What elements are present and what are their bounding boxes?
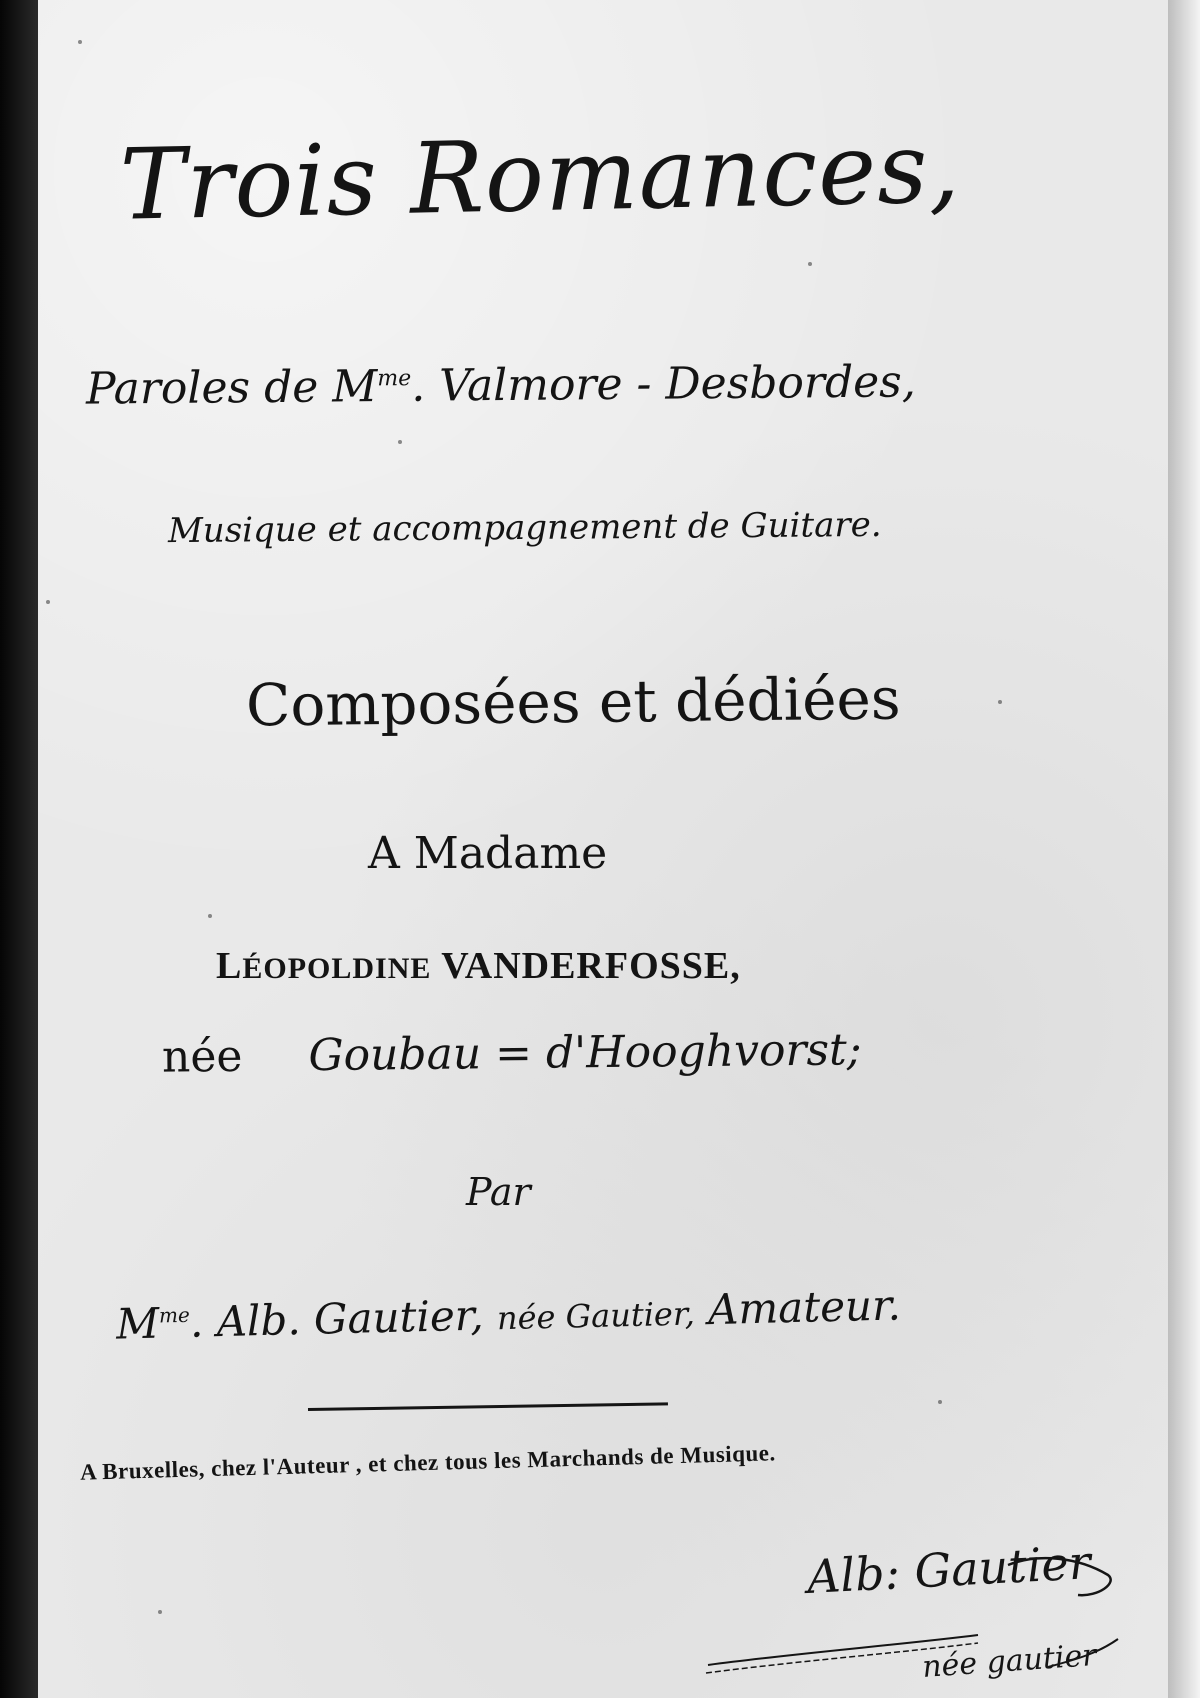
dedicatee-maiden: Goubau = d'Hooghvorst; [308,1024,862,1082]
page-shadow-left [0,0,38,1698]
handwritten-signature [678,1535,1168,1695]
author-role: Amateur. [707,1280,902,1335]
signature-drawing [678,1535,1168,1695]
lyrics-credit [86,356,916,414]
speck [158,1610,162,1614]
work-title: Trois Romances, [118,111,962,243]
composed-dedicated-line: Composées et dédiées [245,664,901,740]
dedicatee-first-initial: L [216,945,243,987]
music-credit: Musique et accompagnement de Guitare. [167,504,882,552]
imprint-line: A Bruxelles, chez l'Auteur , et chez tous les Marchands de Musique. [79,1440,776,1485]
speck [208,914,212,918]
dedicatee-first-rest: ÉOPOLDINE [242,952,432,985]
title-page [38,0,1168,1698]
divider-rule [308,1402,668,1411]
lyrics-honorific: $M^{me}$ [332,361,412,413]
page-edge-right [1168,0,1200,1698]
dedicatee-name [216,944,741,988]
lyrics-prefix: Paroles de [85,361,319,415]
dedicatee-maiden-line [162,1024,862,1082]
dedication-intro: A Madame [368,828,608,879]
by-label: Par [466,1170,531,1214]
signature-line-2: née gautier [921,1637,1098,1685]
author-honorific: $M^{me}$ [115,1298,191,1349]
lyrics-author: . Valmore - Desbordes, [411,356,916,412]
speck [78,40,82,44]
signature-line-1: Alb: Gautier [805,1535,1092,1604]
speck [938,1400,942,1404]
speck [998,700,1002,704]
dedicatee-last: VANDERFOSSE, [441,945,741,987]
author-name: . Alb. Gautier, [189,1290,485,1347]
author-nee: née Gautier, [496,1294,696,1338]
speck [398,440,402,444]
dedicatee-nee: née [161,1030,243,1083]
author-credit [116,1280,902,1348]
speck [808,262,812,266]
speck [46,600,50,604]
